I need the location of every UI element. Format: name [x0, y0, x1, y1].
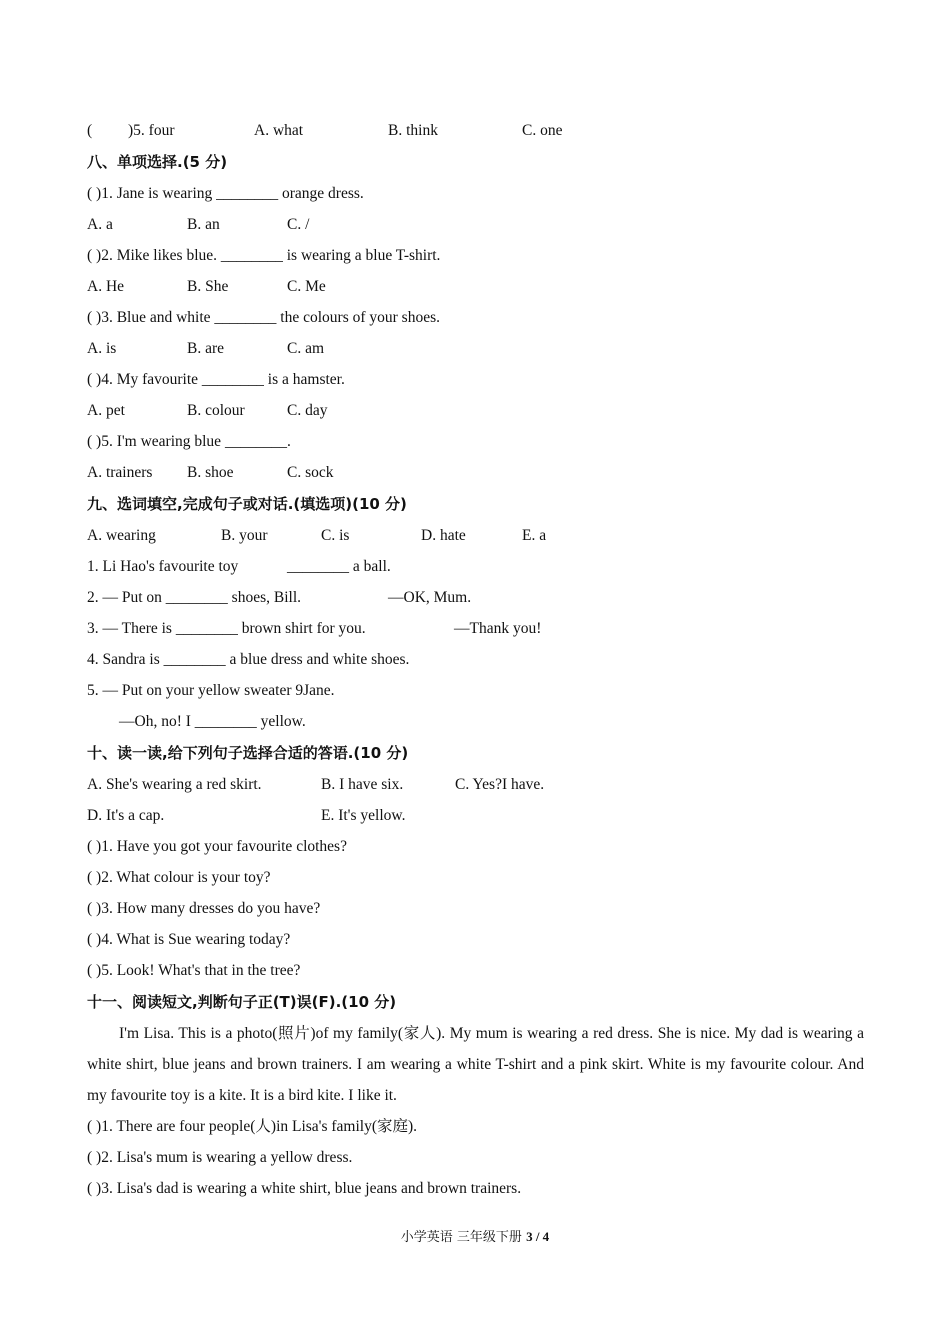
- word-c: C. is: [321, 527, 350, 544]
- answer-b: B. I have six.: [321, 776, 404, 793]
- sec10-q5: ( )5. Look! What's that in the tree?: [87, 962, 301, 979]
- option-c: C. day: [287, 402, 328, 419]
- footer-text: 小学英语 三年级下册: [400, 1230, 527, 1245]
- sec9-l3-reply: —Thank you!: [454, 620, 542, 637]
- sec9-l1-blank: ________ a ball.: [287, 558, 391, 575]
- sec8-title: 八、单项选择.(5 分): [87, 153, 228, 171]
- sec7-q5: )5. four: [128, 122, 175, 139]
- sec8-q4: ( )4. My favourite ________ is a hamster.: [87, 371, 345, 388]
- option-a: A. is: [87, 340, 117, 357]
- sec7-q5-option-a: A. what: [254, 122, 304, 139]
- option-a: A. trainers: [87, 464, 153, 481]
- sec11-q2: ( )2. Lisa's mum is wearing a yellow dress.: [87, 1149, 353, 1166]
- sec11-q3: ( )3. Lisa's dad is wearing a white shirt, blue jeans and brown trainers.: [87, 1180, 522, 1197]
- word-d: D. hate: [421, 527, 466, 544]
- sec11-passage: I'm Lisa. This is a photo(照片)of my family(家人). My mum is wearing a red dress. She is nice. My dad is wearing a white shirt, blue jeans and brown trainers. I am wearing a white T-shirt and a pink skirt. White is my favourite colour. And my favourite toy is a kite. It is a bird kite. I like it.: [87, 1025, 864, 1104]
- sec9-l2-reply: —OK, Mum.: [388, 589, 472, 606]
- sec8-q5: ( )5. I'm wearing blue ________.: [87, 433, 291, 450]
- option-b: B. She: [187, 278, 229, 295]
- option-c: C. am: [287, 340, 325, 357]
- sec10-title: 十、读一读,给下列句子选择合适的答语.(10 分): [87, 744, 409, 762]
- sec7-q5-option-b: B. think: [388, 122, 438, 139]
- option-c: C. Me: [287, 278, 326, 295]
- sec9-l5: 5. — Put on your yellow sweater 9Jane.: [87, 682, 335, 699]
- option-a: A. a: [87, 216, 113, 233]
- sec9-l4: 4. Sandra is ________ a blue dress and white shoes.: [87, 651, 410, 668]
- sec8-q3: ( )3. Blue and white ________ the colours of your shoes.: [87, 309, 440, 326]
- option-b: B. an: [187, 216, 220, 233]
- sec8-q1: ( )1. Jane is wearing ________ orange dress.: [87, 185, 364, 202]
- sec9-l5-reply: —Oh, no! I ________ yellow.: [119, 713, 306, 730]
- option-a: A. pet: [87, 402, 125, 419]
- sec10-q1: ( )1. Have you got your favourite clothes?: [87, 838, 347, 855]
- option-b: B. shoe: [187, 464, 234, 481]
- answer-a: A. She's wearing a red skirt.: [87, 776, 262, 793]
- option-c: C. sock: [287, 464, 334, 481]
- sec10-q3: ( )3. How many dresses do you have?: [87, 900, 321, 917]
- answer-c: C. Yes?I have.: [455, 776, 545, 793]
- sec9-l1-text: 1. Li Hao's favourite toy: [87, 558, 239, 575]
- sec11-title: 十一、阅读短文,判断句子正(T)误(F).(10 分): [87, 993, 397, 1011]
- sec7-paren: (: [87, 122, 93, 139]
- answer-e: E. It's yellow.: [321, 807, 406, 824]
- word-e: E. a: [522, 527, 547, 544]
- sec9-l3-text: 3. — There is ________ brown shirt for you.: [87, 620, 366, 637]
- word-a: A. wearing: [87, 527, 156, 544]
- option-b: B. colour: [187, 402, 245, 419]
- answer-d: D. It's a cap.: [87, 807, 165, 824]
- option-a: A. He: [87, 278, 125, 295]
- sec10-q2: ( )2. What colour is your toy?: [87, 869, 271, 886]
- word-b: B. your: [221, 527, 268, 544]
- sec10-q4: ( )4. What is Sue wearing today?: [87, 931, 291, 948]
- option-b: B. are: [187, 340, 225, 357]
- sec8-q2: ( )2. Mike likes blue. ________ is wearing a blue T-shirt.: [87, 247, 441, 264]
- sec7-q5-option-c: C. one: [522, 122, 563, 139]
- page-number: 3 / 4: [526, 1229, 550, 1244]
- sec9-title: 九、选词填空,完成句子或对话.(填选项)(10 分): [87, 495, 407, 513]
- sec9-l2-text: 2. — Put on ________ shoes, Bill.: [87, 589, 302, 606]
- sec11-q1: ( )1. There are four people(人)in Lisa's family(家庭).: [87, 1118, 418, 1135]
- page-footer: [0, 1226, 950, 1245]
- option-c: C. /: [287, 216, 310, 233]
